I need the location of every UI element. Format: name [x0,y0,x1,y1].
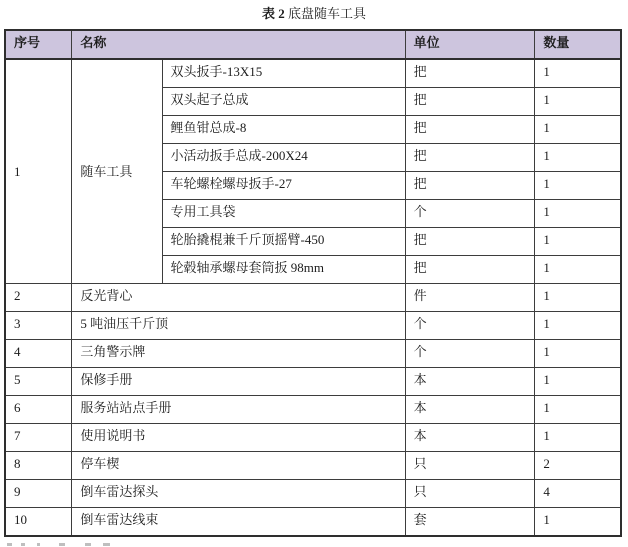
item-name-cell: 5 吨油压千斤顶 [72,312,405,340]
category-cell: 随车工具 [72,59,162,284]
item-name-cell: 车轮螺栓螺母扳手-27 [162,172,405,200]
table-title [0,6,628,22]
table-row [5,312,621,340]
item-name-cell: 鲤鱼钳总成-8 [162,116,405,144]
item-name-cell: 小活动扳手总成-200X24 [162,144,405,172]
unit-cell: 把 [405,172,535,200]
table-row [5,424,621,452]
qty-cell: 1 [535,144,621,172]
table-row [5,368,621,396]
header-name: 名称 [72,30,405,59]
table-row [5,480,621,508]
item-name-cell: 双头起子总成 [162,88,405,116]
item-name-cell: 使用说明书 [72,424,405,452]
qty-cell: 1 [535,508,621,537]
unit-cell: 把 [405,88,535,116]
qty-cell: 1 [535,424,621,452]
header-qty: 数量 [535,30,621,59]
unit-cell: 个 [405,200,535,228]
qty-cell: 1 [535,256,621,284]
qty-cell: 1 [535,340,621,368]
item-name-cell: 轮毂轴承螺母套筒扳 98mm [162,256,405,284]
table-row [5,340,621,368]
item-name-cell: 反光背心 [72,284,405,312]
qty-cell: 1 [535,228,621,256]
qty-cell: 1 [535,284,621,312]
qty-cell: 1 [535,88,621,116]
table-body [5,59,621,536]
row-index-cell: 8 [5,452,72,480]
item-name-cell: 保修手册 [72,368,405,396]
unit-cell: 把 [405,228,535,256]
row-index-cell: 3 [5,312,72,340]
row-index-cell: 1 [5,59,72,284]
table-title-text: 底盘随车工具 [288,6,367,21]
item-name-cell: 专用工具袋 [162,200,405,228]
tool-table [4,29,622,537]
cropped-text-artifact [7,543,127,546]
item-name-cell: 双头扳手-13X15 [162,59,405,88]
row-index-cell: 4 [5,340,72,368]
item-name-cell: 轮胎撬棍兼千斤顶摇臂-450 [162,228,405,256]
qty-cell: 1 [535,172,621,200]
qty-cell: 1 [535,200,621,228]
table-header-row [5,30,621,59]
unit-cell: 把 [405,59,535,88]
unit-cell: 本 [405,424,535,452]
unit-cell: 本 [405,396,535,424]
table-row [5,284,621,312]
table-row [5,59,621,88]
item-name-cell: 服务站站点手册 [72,396,405,424]
table-row [5,452,621,480]
item-name-cell: 三角警示牌 [72,340,405,368]
unit-cell: 个 [405,340,535,368]
unit-cell: 把 [405,256,535,284]
table-row [5,508,621,537]
row-index-cell: 5 [5,368,72,396]
qty-cell: 4 [535,480,621,508]
qty-cell: 2 [535,452,621,480]
row-index-cell: 7 [5,424,72,452]
unit-cell: 本 [405,368,535,396]
qty-cell: 1 [535,59,621,88]
header-index: 序号 [5,30,72,59]
row-index-cell: 2 [5,284,72,312]
table-title-number: 表 2 [261,6,285,21]
row-index-cell: 9 [5,480,72,508]
item-name-cell: 倒车雷达探头 [72,480,405,508]
qty-cell: 1 [535,312,621,340]
unit-cell: 把 [405,116,535,144]
unit-cell: 套 [405,508,535,537]
table-row [5,396,621,424]
unit-cell: 只 [405,452,535,480]
item-name-cell: 停车楔 [72,452,405,480]
row-index-cell: 10 [5,508,72,537]
unit-cell: 把 [405,144,535,172]
qty-cell: 1 [535,116,621,144]
unit-cell: 件 [405,284,535,312]
qty-cell: 1 [535,368,621,396]
row-index-cell: 6 [5,396,72,424]
unit-cell: 个 [405,312,535,340]
qty-cell: 1 [535,396,621,424]
unit-cell: 只 [405,480,535,508]
item-name-cell: 倒车雷达线束 [72,508,405,537]
header-unit: 单位 [405,30,535,59]
